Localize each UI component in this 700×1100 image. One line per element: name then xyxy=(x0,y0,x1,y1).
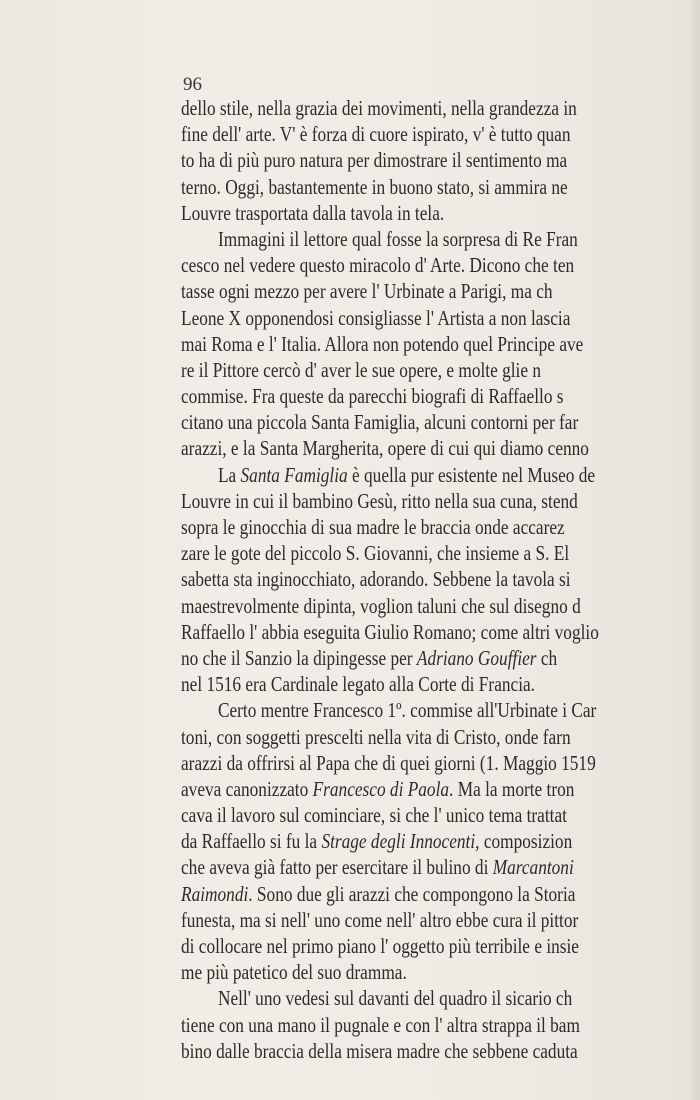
text-line xyxy=(181,855,685,881)
text-line xyxy=(181,1039,685,1065)
text-segment: di collocare nel primo piano l' oggetto più terribile e insie xyxy=(181,936,580,958)
text-segment: commise. Fra queste da parecchi biografi di Raffaello s xyxy=(181,386,564,409)
text-line xyxy=(181,332,685,358)
text-segment: nel 1516 era Cardinale legato alla Corte di Francia. xyxy=(181,674,536,697)
text-line xyxy=(181,908,685,934)
text-line xyxy=(181,515,685,541)
body-text xyxy=(181,96,700,1065)
text-line xyxy=(181,541,685,567)
text-line xyxy=(181,1013,685,1039)
text-segment: Louvre in cui il bambino Gesù, ritto nella sua cuna, stend xyxy=(181,490,578,513)
text-segment: Leone X opponendosi consigliasse l' Artista a non lascia xyxy=(181,307,571,330)
text-line xyxy=(181,829,685,855)
text-line xyxy=(181,882,685,908)
text-line xyxy=(181,253,685,279)
text-line xyxy=(181,410,685,436)
text-segment: bino dalle braccia della misera madre che sebbene caduta xyxy=(181,1040,578,1063)
text-segment: arazzi, e la Santa Margherita, opere di cui qui diamo cenno xyxy=(181,438,589,461)
text-segment: che aveva già fatto per esercitare il bulino di xyxy=(181,857,493,880)
text-line xyxy=(181,986,685,1012)
text-segment: . Ma la morte tron xyxy=(449,778,575,801)
text-segment: zare le gote del piccolo S. Giovanni, che insieme a S. El xyxy=(181,543,570,566)
text-line xyxy=(181,489,685,515)
text-line xyxy=(181,358,685,384)
text-segment: da Raffaello si fu la xyxy=(181,831,322,854)
text-segment: citano una piccola Santa Famiglia, alcuni contorni per far xyxy=(181,412,579,435)
text-segment: Certo mentre Francesco 1º. commise all'Urbinate i Car xyxy=(217,700,597,723)
text-segment: maestrevolmente dipinta, voglion taluni che sul disegno d xyxy=(181,595,581,618)
text-line xyxy=(181,463,685,489)
text-line xyxy=(181,175,685,201)
text-segment: cesco nel vedere questo miracolo d' Arte. Dicono che ten xyxy=(181,255,575,278)
text-line xyxy=(181,148,685,174)
text-segment: cava il lavoro sul cominciare, si che l' unico tema trattat xyxy=(181,805,567,828)
text-segment: funesta, ma si nell' uno come nell' altro ebbe cura il pittor xyxy=(181,909,579,932)
text-segment: ch xyxy=(536,647,558,670)
text-line xyxy=(181,122,685,148)
italic-text: Francesco di Paola xyxy=(312,778,450,801)
text-segment: tasse ogni mezzo per avere l' Urbinate a Parigi, ma ch xyxy=(181,281,553,304)
text-line xyxy=(181,96,685,122)
italic-text: Raimondi xyxy=(181,883,249,906)
text-segment: tiene con una mano il pugnale e con l' altra strappa il bam xyxy=(181,1014,580,1037)
text-line xyxy=(181,567,685,593)
text-segment: re il Pittore cercò d' aver le sue opere, e molte glie n xyxy=(181,359,542,382)
text-line xyxy=(181,751,685,777)
italic-text: Strage degli Innocenti, xyxy=(321,831,480,854)
text-segment: no che il Sanzio la dipingesse per xyxy=(181,647,417,670)
text-segment: dello stile, nella grazia dei movimenti, nella grandezza in xyxy=(181,98,577,120)
text-segment: Raffaello l' abbia eseguita Giulio Romano; come altri voglio xyxy=(181,621,599,644)
text-line xyxy=(181,777,685,803)
text-line xyxy=(181,803,685,829)
text-segment: La xyxy=(217,464,241,487)
text-line xyxy=(181,201,685,227)
text-segment: terno. Oggi, bastantemente in buono stato, si ammira ne xyxy=(181,176,568,199)
text-line xyxy=(181,279,685,305)
text-segment: arazzi da offrirsi al Papa che di quei giorni (1. Maggio 1519 xyxy=(181,752,596,775)
text-segment: fine dell' arte. V' è forza di cuore ispirato, v' è tutto quan xyxy=(181,124,571,147)
text-line xyxy=(181,384,685,410)
text-segment: aveva canonizzato xyxy=(181,778,313,801)
text-line xyxy=(181,698,685,724)
text-line xyxy=(181,594,685,620)
text-line xyxy=(181,436,685,462)
text-segment: Nell' uno vedesi sul davanti del quadro il sicario ch xyxy=(217,988,573,1011)
text-line xyxy=(181,725,685,751)
text-segment: toni, con soggetti prescelti nella vita di Cristo, onde farn xyxy=(181,726,571,749)
text-line xyxy=(181,646,685,672)
text-segment: sabetta sta inginocchiato, adorando. Sebbene la tavola si xyxy=(181,569,571,592)
italic-text: Marcantoni xyxy=(492,857,574,880)
text-line xyxy=(181,934,685,960)
text-line xyxy=(181,227,685,253)
page-number: 96 xyxy=(183,74,202,95)
text-segment: . Sono due gli arazzi che compongono la Storia xyxy=(248,883,576,906)
text-line xyxy=(181,620,685,646)
text-segment: Louvre trasportata dalla tavola in tela. xyxy=(181,202,445,225)
text-line xyxy=(181,306,685,332)
italic-text: Adriano Gouffier xyxy=(416,647,537,670)
text-segment: to ha di più puro natura per dimostrare il sentimento ma xyxy=(181,150,568,173)
text-segment: me più patetico del suo dramma. xyxy=(181,962,407,985)
text-segment: Immagini il lettore qual fosse la sorpresa di Re Fran xyxy=(217,228,578,251)
text-line xyxy=(181,672,685,698)
text-line xyxy=(181,960,685,986)
text-segment: è quella pur esistente nel Museo de xyxy=(347,464,596,487)
text-segment: composizion xyxy=(479,831,573,854)
italic-text: Santa Famiglia xyxy=(240,464,348,487)
text-segment: mai Roma e l' Italia. Allora non potendo quel Principe ave xyxy=(181,333,584,356)
text-segment: sopra le ginocchia di sua madre le braccia onde accarez xyxy=(181,517,565,539)
